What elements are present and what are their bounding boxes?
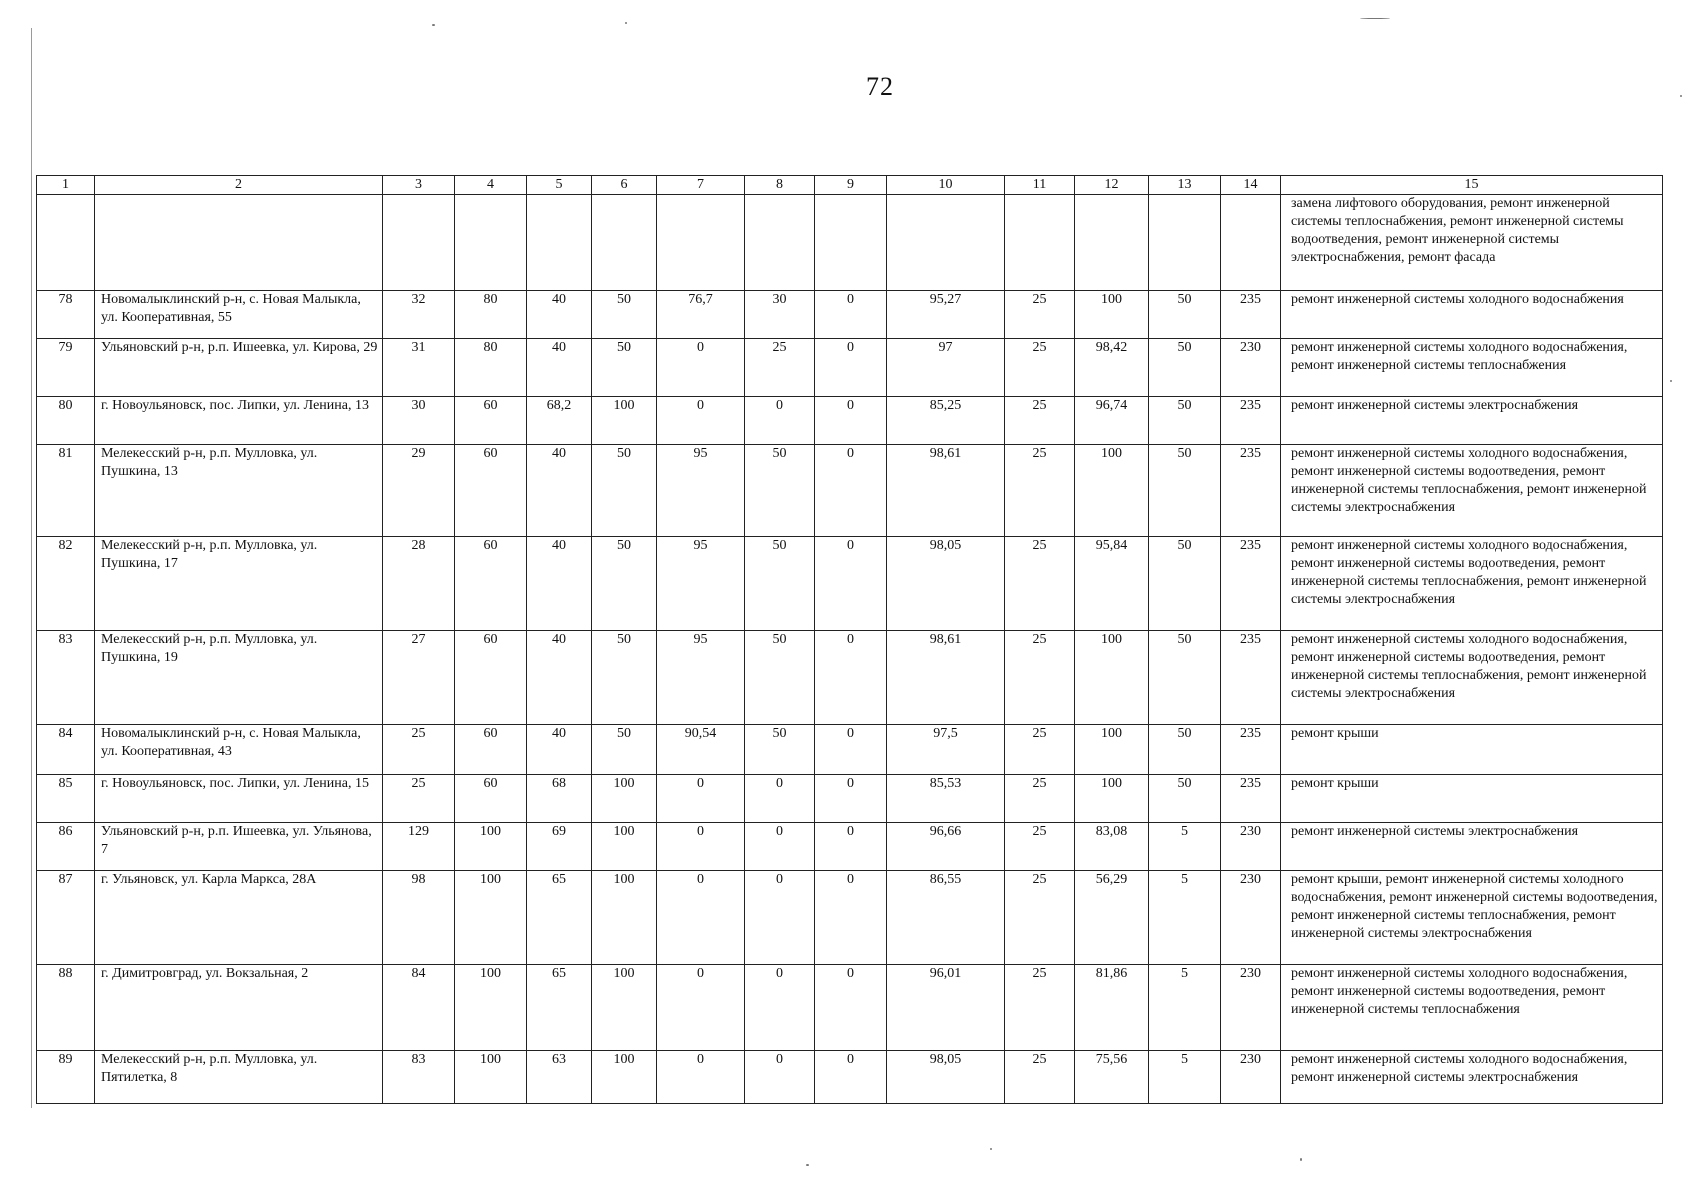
address-cell: Мелекесский р-н, р.п. Мулловка, ул. Пятилетка, 8 xyxy=(95,1051,383,1104)
value-cell: 40 xyxy=(527,445,592,537)
value-cell: 235 xyxy=(1221,537,1281,631)
value-cell: 95 xyxy=(657,631,745,725)
value-cell xyxy=(592,195,657,291)
value-cell: 60 xyxy=(455,725,527,775)
address-cell: г. Новоульяновск, пос. Липки, ул. Ленина, 13 xyxy=(95,397,383,445)
works-cell: ремонт крыши xyxy=(1281,725,1663,775)
column-number-12: 12 xyxy=(1075,176,1149,195)
table-row xyxy=(37,965,1663,1051)
value-cell: 31 xyxy=(383,339,455,397)
value-cell: 0 xyxy=(815,775,887,823)
value-cell: 0 xyxy=(815,291,887,339)
value-cell: 235 xyxy=(1221,775,1281,823)
value-cell: 60 xyxy=(455,445,527,537)
value-cell: 50 xyxy=(592,445,657,537)
value-cell: 0 xyxy=(815,397,887,445)
row-number-cell: 79 xyxy=(37,339,95,397)
column-number-10: 10 xyxy=(887,176,1005,195)
value-cell: 98,05 xyxy=(887,1051,1005,1104)
table-row xyxy=(37,537,1663,631)
value-cell: 32 xyxy=(383,291,455,339)
table-row xyxy=(37,775,1663,823)
address-cell xyxy=(95,195,383,291)
value-cell: 0 xyxy=(745,823,815,871)
value-cell: 86,55 xyxy=(887,871,1005,965)
works-cell: замена лифтового оборудования, ремонт инженерной системы теплоснабжения, ремонт инженерной системы водоотведения, ремонт инженерной системы электроснабжения, ремонт фасада xyxy=(1281,195,1663,291)
value-cell: 0 xyxy=(815,965,887,1051)
value-cell: 40 xyxy=(527,631,592,725)
scan-speck xyxy=(1300,1158,1302,1161)
column-number-15: 15 xyxy=(1281,176,1663,195)
value-cell: 60 xyxy=(455,631,527,725)
value-cell: 100 xyxy=(455,965,527,1051)
works-cell: ремонт инженерной системы электроснабжения xyxy=(1281,397,1663,445)
value-cell: 68 xyxy=(527,775,592,823)
value-cell: 65 xyxy=(527,965,592,1051)
value-cell: 230 xyxy=(1221,871,1281,965)
table-row xyxy=(37,195,1663,291)
value-cell: 50 xyxy=(592,631,657,725)
value-cell: 0 xyxy=(815,1051,887,1104)
value-cell xyxy=(455,195,527,291)
value-cell: 100 xyxy=(592,775,657,823)
address-cell: Новомалыклинский р-н, с. Новая Малыкла, ул. Кооперативная, 43 xyxy=(95,725,383,775)
registry-table xyxy=(36,175,1663,1104)
value-cell: 98,61 xyxy=(887,445,1005,537)
works-cell: ремонт инженерной системы холодного водоснабжения, ремонт инженерной системы электроснабжения xyxy=(1281,1051,1663,1104)
value-cell: 0 xyxy=(745,871,815,965)
value-cell: 230 xyxy=(1221,823,1281,871)
value-cell: 100 xyxy=(455,871,527,965)
table-row xyxy=(37,823,1663,871)
table-row xyxy=(37,631,1663,725)
value-cell: 90,54 xyxy=(657,725,745,775)
value-cell: 25 xyxy=(1005,775,1075,823)
value-cell: 100 xyxy=(455,823,527,871)
row-number-cell: 78 xyxy=(37,291,95,339)
value-cell: 85,25 xyxy=(887,397,1005,445)
column-number-6: 6 xyxy=(592,176,657,195)
page-number: 72 xyxy=(866,72,894,101)
value-cell xyxy=(1221,195,1281,291)
value-cell: 60 xyxy=(455,537,527,631)
value-cell: 25 xyxy=(383,725,455,775)
value-cell: 100 xyxy=(1075,775,1149,823)
value-cell: 230 xyxy=(1221,339,1281,397)
value-cell: 5 xyxy=(1149,823,1221,871)
value-cell: 25 xyxy=(1005,965,1075,1051)
value-cell: 75,56 xyxy=(1075,1051,1149,1104)
value-cell: 0 xyxy=(815,537,887,631)
value-cell xyxy=(383,195,455,291)
value-cell: 25 xyxy=(1005,445,1075,537)
value-cell: 83 xyxy=(383,1051,455,1104)
table-row xyxy=(37,725,1663,775)
table-row xyxy=(37,445,1663,537)
value-cell: 25 xyxy=(1005,291,1075,339)
row-number-cell: 82 xyxy=(37,537,95,631)
works-cell: ремонт крыши xyxy=(1281,775,1663,823)
value-cell: 95,84 xyxy=(1075,537,1149,631)
value-cell: 0 xyxy=(745,397,815,445)
value-cell: 100 xyxy=(1075,725,1149,775)
value-cell: 25 xyxy=(1005,1051,1075,1104)
column-number-11: 11 xyxy=(1005,176,1075,195)
value-cell: 40 xyxy=(527,339,592,397)
value-cell: 5 xyxy=(1149,1051,1221,1104)
column-number-9: 9 xyxy=(815,176,887,195)
value-cell: 76,7 xyxy=(657,291,745,339)
value-cell xyxy=(1149,195,1221,291)
value-cell: 0 xyxy=(745,965,815,1051)
row-number-cell: 87 xyxy=(37,871,95,965)
column-number-13: 13 xyxy=(1149,176,1221,195)
value-cell: 0 xyxy=(657,965,745,1051)
scan-speck xyxy=(1680,95,1682,97)
value-cell: 50 xyxy=(745,631,815,725)
value-cell: 25 xyxy=(1005,397,1075,445)
address-cell: г. Новоульяновск, пос. Липки, ул. Ленина, 15 xyxy=(95,775,383,823)
scan-speck xyxy=(625,22,627,24)
works-cell: ремонт инженерной системы холодного водоснабжения, ремонт инженерной системы водоотведения, ремонт инженерной системы теплоснабжения, ремонт инженерной системы электроснабжения xyxy=(1281,537,1663,631)
value-cell: 0 xyxy=(815,725,887,775)
value-cell: 96,01 xyxy=(887,965,1005,1051)
value-cell: 25 xyxy=(1005,537,1075,631)
value-cell: 50 xyxy=(1149,397,1221,445)
value-cell: 50 xyxy=(592,339,657,397)
works-cell: ремонт крыши, ремонт инженерной системы холодного водоснабжения, ремонт инженерной системы водоотведения, ремонт инженерной системы теплоснабжения, ремонт инженерной системы электроснабжения xyxy=(1281,871,1663,965)
value-cell: 0 xyxy=(815,823,887,871)
row-number-cell: 89 xyxy=(37,1051,95,1104)
value-cell: 235 xyxy=(1221,445,1281,537)
value-cell: 50 xyxy=(745,445,815,537)
value-cell: 65 xyxy=(527,871,592,965)
value-cell: 85,53 xyxy=(887,775,1005,823)
value-cell: 235 xyxy=(1221,291,1281,339)
table-row xyxy=(37,291,1663,339)
value-cell: 50 xyxy=(1149,339,1221,397)
value-cell: 5 xyxy=(1149,965,1221,1051)
value-cell: 230 xyxy=(1221,965,1281,1051)
works-cell: ремонт инженерной системы холодного водоснабжения, ремонт инженерной системы водоотведения, ремонт инженерной системы теплоснабжения, ремонт инженерной системы электроснабжения xyxy=(1281,631,1663,725)
row-number-cell: 81 xyxy=(37,445,95,537)
value-cell: 95 xyxy=(657,445,745,537)
value-cell: 60 xyxy=(455,397,527,445)
value-cell: 50 xyxy=(1149,445,1221,537)
table-row xyxy=(37,871,1663,965)
column-number-3: 3 xyxy=(383,176,455,195)
value-cell: 0 xyxy=(657,1051,745,1104)
value-cell: 68,2 xyxy=(527,397,592,445)
value-cell: 5 xyxy=(1149,871,1221,965)
value-cell: 98,05 xyxy=(887,537,1005,631)
value-cell: 28 xyxy=(383,537,455,631)
value-cell: 230 xyxy=(1221,1051,1281,1104)
value-cell: 63 xyxy=(527,1051,592,1104)
works-cell: ремонт инженерной системы электроснабжения xyxy=(1281,823,1663,871)
address-cell: Ульяновский р-н, р.п. Ишеевка, ул. Кирова, 29 xyxy=(95,339,383,397)
value-cell: 0 xyxy=(815,445,887,537)
scan-left-edge xyxy=(31,28,32,1108)
value-cell: 0 xyxy=(657,871,745,965)
address-cell: Ульяновский р-н, р.п. Ишеевка, ул. Ульянова, 7 xyxy=(95,823,383,871)
row-number-cell: 83 xyxy=(37,631,95,725)
value-cell xyxy=(887,195,1005,291)
value-cell: 0 xyxy=(745,775,815,823)
value-cell: 95,27 xyxy=(887,291,1005,339)
address-cell: Мелекесский р-н, р.п. Мулловка, ул. Пушкина, 19 xyxy=(95,631,383,725)
column-number-2: 2 xyxy=(95,176,383,195)
value-cell xyxy=(1075,195,1149,291)
scan-speck xyxy=(432,24,435,26)
scan-speck xyxy=(806,1164,809,1166)
value-cell: 100 xyxy=(592,965,657,1051)
value-cell: 100 xyxy=(1075,631,1149,725)
table-row xyxy=(37,1051,1663,1104)
value-cell xyxy=(815,195,887,291)
value-cell: 29 xyxy=(383,445,455,537)
works-cell: ремонт инженерной системы холодного водоснабжения, ремонт инженерной системы водоотведения, ремонт инженерной системы теплоснабжения xyxy=(1281,965,1663,1051)
address-cell: г. Димитровград, ул. Вокзальная, 2 xyxy=(95,965,383,1051)
value-cell: 235 xyxy=(1221,631,1281,725)
value-cell: 50 xyxy=(1149,537,1221,631)
value-cell: 129 xyxy=(383,823,455,871)
value-cell: 50 xyxy=(1149,631,1221,725)
column-number-14: 14 xyxy=(1221,176,1281,195)
column-number-4: 4 xyxy=(455,176,527,195)
value-cell: 69 xyxy=(527,823,592,871)
value-cell: 98 xyxy=(383,871,455,965)
value-cell: 30 xyxy=(745,291,815,339)
row-number-cell: 86 xyxy=(37,823,95,871)
value-cell: 50 xyxy=(592,537,657,631)
value-cell: 25 xyxy=(1005,725,1075,775)
row-number-cell: 85 xyxy=(37,775,95,823)
value-cell: 25 xyxy=(383,775,455,823)
value-cell: 0 xyxy=(815,871,887,965)
value-cell: 98,61 xyxy=(887,631,1005,725)
value-cell: 50 xyxy=(745,725,815,775)
value-cell: 50 xyxy=(1149,725,1221,775)
value-cell: 80 xyxy=(455,339,527,397)
value-cell: 27 xyxy=(383,631,455,725)
column-number-1: 1 xyxy=(37,176,95,195)
scan-speck xyxy=(1670,380,1672,382)
value-cell: 0 xyxy=(657,823,745,871)
value-cell: 25 xyxy=(1005,823,1075,871)
value-cell xyxy=(657,195,745,291)
column-number-5: 5 xyxy=(527,176,592,195)
header-row xyxy=(37,176,1663,195)
value-cell: 80 xyxy=(455,291,527,339)
scan-speck xyxy=(990,1148,992,1150)
column-number-7: 7 xyxy=(657,176,745,195)
value-cell: 100 xyxy=(455,1051,527,1104)
value-cell xyxy=(527,195,592,291)
value-cell xyxy=(745,195,815,291)
row-number-cell xyxy=(37,195,95,291)
value-cell: 96,74 xyxy=(1075,397,1149,445)
value-cell: 25 xyxy=(1005,871,1075,965)
value-cell: 30 xyxy=(383,397,455,445)
value-cell: 95 xyxy=(657,537,745,631)
value-cell: 97 xyxy=(887,339,1005,397)
address-cell: Новомалыклинский р-н, с. Новая Малыкла, ул. Кооперативная, 55 xyxy=(95,291,383,339)
value-cell: 83,08 xyxy=(1075,823,1149,871)
value-cell: 50 xyxy=(592,291,657,339)
value-cell: 50 xyxy=(1149,775,1221,823)
value-cell: 50 xyxy=(592,725,657,775)
table-row xyxy=(37,397,1663,445)
value-cell: 100 xyxy=(1075,445,1149,537)
value-cell: 100 xyxy=(592,823,657,871)
value-cell: 25 xyxy=(1005,631,1075,725)
value-cell: 0 xyxy=(815,631,887,725)
table-row xyxy=(37,339,1663,397)
value-cell: 97,5 xyxy=(887,725,1005,775)
value-cell: 235 xyxy=(1221,397,1281,445)
address-cell: г. Ульяновск, ул. Карла Маркса, 28А xyxy=(95,871,383,965)
scan-speck xyxy=(1360,18,1390,19)
value-cell: 50 xyxy=(745,537,815,631)
value-cell: 25 xyxy=(745,339,815,397)
value-cell: 235 xyxy=(1221,725,1281,775)
value-cell: 40 xyxy=(527,291,592,339)
value-cell: 0 xyxy=(657,339,745,397)
value-cell: 60 xyxy=(455,775,527,823)
value-cell: 81,86 xyxy=(1075,965,1149,1051)
value-cell: 84 xyxy=(383,965,455,1051)
row-number-cell: 80 xyxy=(37,397,95,445)
works-cell: ремонт инженерной системы холодного водоснабжения, ремонт инженерной системы теплоснабжения xyxy=(1281,339,1663,397)
value-cell: 0 xyxy=(657,775,745,823)
value-cell xyxy=(1005,195,1075,291)
value-cell: 100 xyxy=(592,397,657,445)
value-cell: 0 xyxy=(657,397,745,445)
value-cell: 40 xyxy=(527,537,592,631)
value-cell: 0 xyxy=(815,339,887,397)
row-number-cell: 88 xyxy=(37,965,95,1051)
column-number-8: 8 xyxy=(745,176,815,195)
value-cell: 100 xyxy=(1075,291,1149,339)
works-cell: ремонт инженерной системы холодного водоснабжения, ремонт инженерной системы водоотведения, ремонт инженерной системы теплоснабжения, ремонт инженерной системы электроснабжения xyxy=(1281,445,1663,537)
value-cell: 25 xyxy=(1005,339,1075,397)
value-cell: 50 xyxy=(1149,291,1221,339)
row-number-cell: 84 xyxy=(37,725,95,775)
value-cell: 100 xyxy=(592,1051,657,1104)
value-cell: 98,42 xyxy=(1075,339,1149,397)
works-cell: ремонт инженерной системы холодного водоснабжения xyxy=(1281,291,1663,339)
address-cell: Мелекесский р-н, р.п. Мулловка, ул. Пушкина, 17 xyxy=(95,537,383,631)
value-cell: 40 xyxy=(527,725,592,775)
value-cell: 0 xyxy=(745,1051,815,1104)
value-cell: 56,29 xyxy=(1075,871,1149,965)
value-cell: 96,66 xyxy=(887,823,1005,871)
value-cell: 100 xyxy=(592,871,657,965)
address-cell: Мелекесский р-н, р.п. Мулловка, ул. Пушкина, 13 xyxy=(95,445,383,537)
